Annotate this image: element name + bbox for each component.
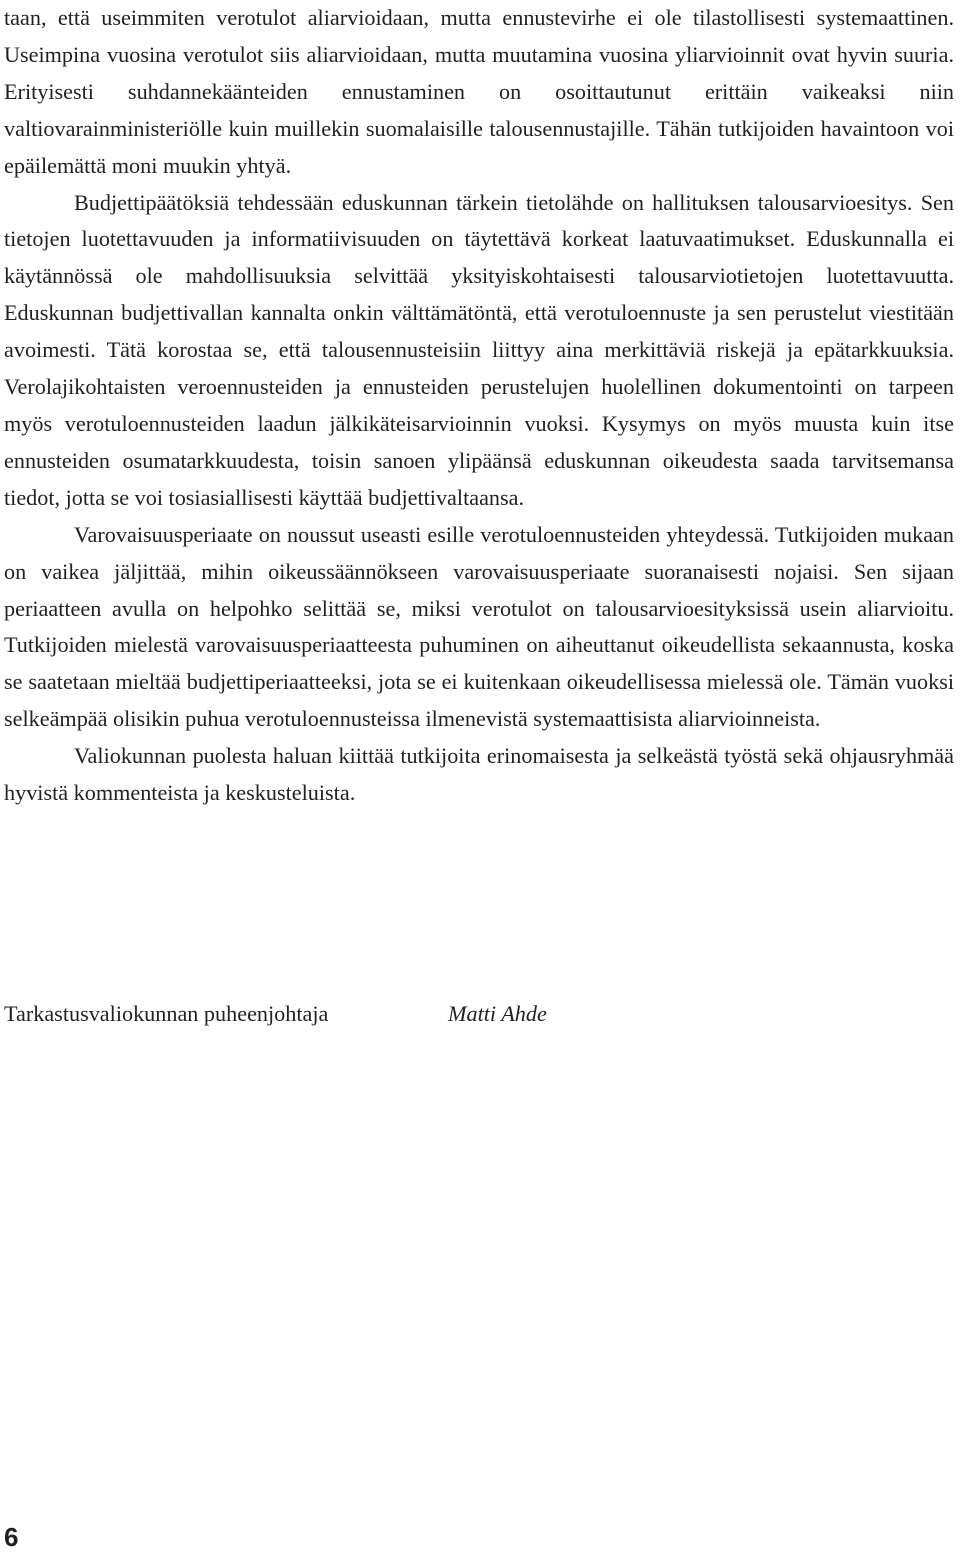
signature-block [4, 996, 547, 1032]
signature-name: Matti Ahde [448, 1001, 547, 1026]
page-number: 6 [4, 1522, 19, 1552]
paragraph-acknowledgements: Valiokunnan puolesta haluan kiittää tutkijoita erinomaisesta ja selkeästä työstä sekä ohjausryhmää hyvistä kommenteista ja keskusteluista. [4, 743, 954, 806]
body-text [4, 0, 954, 812]
signature-role: Tarkastusvaliokunnan puheenjohtaja [4, 1001, 329, 1026]
paragraph-continuation: taan, että useimmiten verotulot aliarvioidaan, mutta ennustevirhe ei ole tilastollisesti systemaattinen. Useimpina vuosina verotulot siis aliarvioidaan, mutta muutamina vuosina yliarvioinnit ovat hyvin suuria. Erityisesti suhdannekäänteiden ennustaminen on osoittautunut erittäin vaikeaksi niin valtiovarainministeriölle kuin muillekin suomalaisille talousennustajille. Tähän tutkijoiden havaintoon voi epäilemättä moni muukin yhtyä. [4, 5, 954, 178]
paragraph-prudence-principle: Varovaisuusperiaate on noussut useasti esille verotuloennusteiden yhteydessä. Tutkijoiden mukaan on vaikea jäljittää, mihin oikeussäännökseen varovaisuusperiaate suoranaisesti nojaisi. Sen sijaan periaatteen avulla on helpohko selittää se, miksi verotulot on talousarvioesityksissä usein aliarvioitu. Tutkijoiden mielestä varovaisuusperiaatteesta puhuminen on aiheuttanut oikeudellista sekaannusta, koska se saatetaan mieltää budjettiperiaatteeksi, jota se ei kuitenkaan oikeudellisessa mielessä ole. Tämän vuoksi selkeämpää olisikin puhua verotuloennusteissa ilmenevistä systemaattisista aliarvioinneista. [4, 521, 954, 732]
paragraph-budget-decisions: Budjettipäätöksiä tehdessään eduskunnan tärkein tietolähde on hallituksen talousarvioesitys. Sen tietojen luotettavuuden ja informatiivisuuden on täytettävä korkeat laatuvaatimukset. Eduskunnalla ei käytännössä ole mahdollisuuksia selvittää yksityiskohtaisesti talousarviotietojen luotettavuutta. Eduskunnan budjettivallan kannalta onkin välttämätöntä, että verotuloennuste ja sen perustelut viestitään avoimesti. Tätä korostaa se, että talousennusteisiin liittyy aina merkittäviä riskejä ja epätarkkuuksia. Verolajikohtaisten veroennusteiden ja ennusteiden perustelujen huolellinen dokumentointi on tarpeen myös verotuloennusteiden laadun jälkikäteisarvioinnin vuoksi. Kysymys on myös muusta kuin itse ennusteiden osumatarkkuudesta, toisin sanoen ylipäänsä eduskunnan oikeudesta saada tarvitsemansa tiedot, jotta se voi tosiasiallisesti käyttää budjettivaltaansa. [4, 189, 954, 510]
